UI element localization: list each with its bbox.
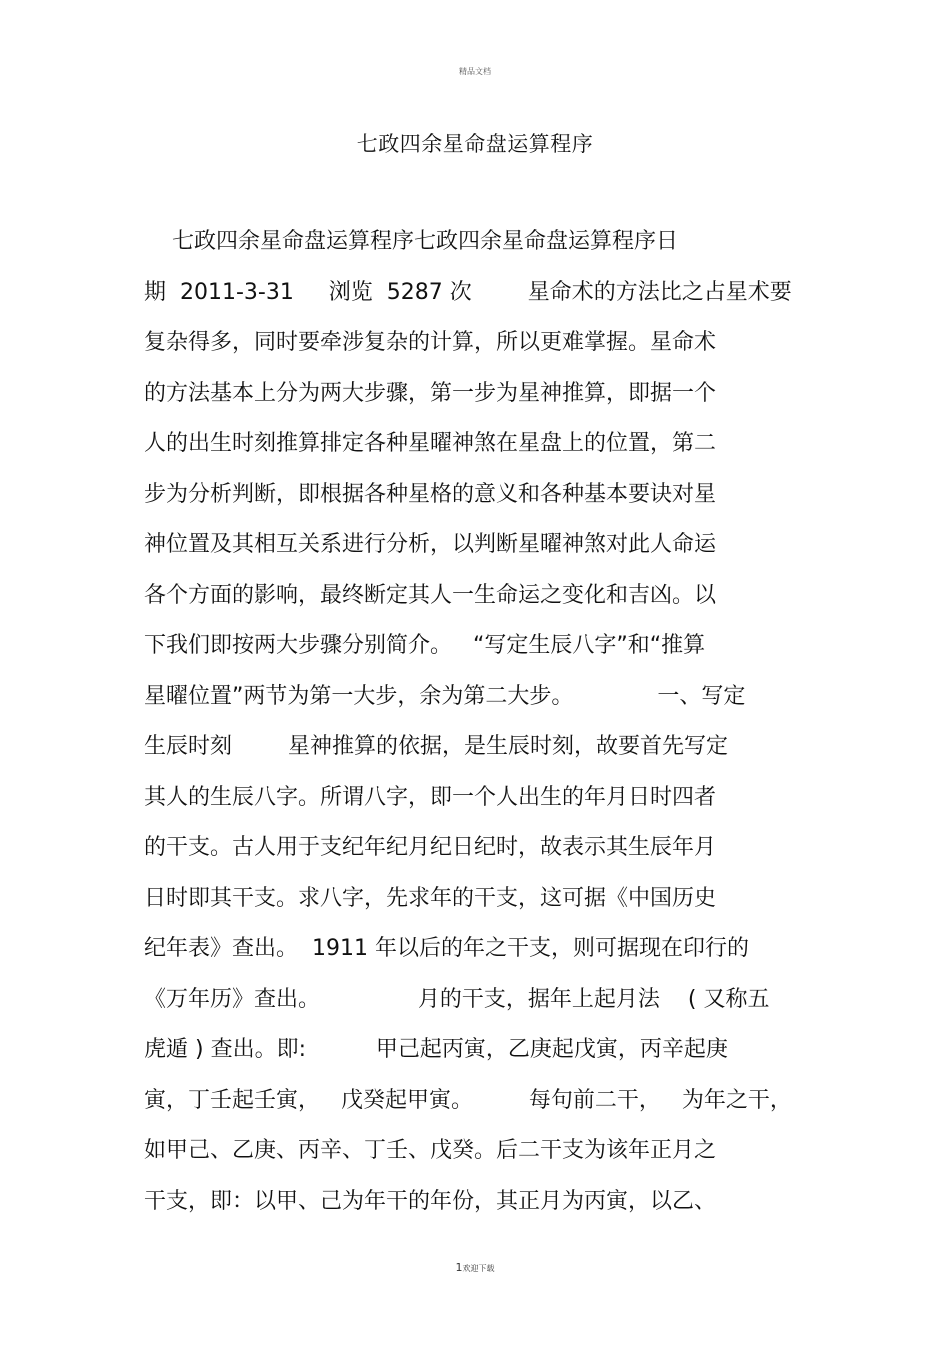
document-title: 七政四余星命盘运算程序 xyxy=(356,132,594,156)
body-line: 星曜位置”两节为第一大步，余为第二大步。 一、写定 xyxy=(144,683,746,709)
body-line: 《万年历》查出。 月的干支，据年上起月法 ( 又称五 xyxy=(144,986,770,1012)
body-line: 其人的生辰八字。所谓八字，即一个人出生的年月日时四者 xyxy=(144,784,717,810)
body-line: 下我们即按两大步骤分别简介。 “写定生辰八字”和“推算 xyxy=(144,633,706,658)
body-line: 干支，即：以甲、己为年干的年份，其正月为丙寅，以乙、 xyxy=(144,1188,717,1214)
body-line: 人的出生时刻推算排定各种星曜神煞在星盘上的位置，第二 xyxy=(144,431,717,456)
header-note: 精品文档 xyxy=(459,67,491,76)
body-line: 如甲己、乙庚、丙辛、丁壬、戊癸。后二干支为该年正月之 xyxy=(144,1138,717,1163)
body-line: 期 2011-3-31 浏览 5287 次 星命术的方法比之占星术要 xyxy=(144,279,792,305)
body-line: 的方法基本上分为两大步骤，第一步为星神推算，即据一个 xyxy=(144,380,717,406)
footer-text: 欢迎下载 xyxy=(462,1264,495,1273)
page-number: 1 xyxy=(455,1261,463,1274)
body-line: 神位置及其相互关系进行分析，以判断星曜神煞对此人命运 xyxy=(144,532,717,557)
body-line: 七政四余星命盘运算程序七政四余星命盘运算程序日 xyxy=(144,229,678,254)
body-line: 各个方面的影响，最终断定其人一生命运之变化和吉凶。以 xyxy=(144,582,717,608)
body-line: 虎遁 ) 查出。即: 甲己起丙寅，乙庚起戊寅，丙辛起庚 xyxy=(144,1037,728,1062)
body-line: 的干支。古人用于支纪年纪月纪日纪时，故表示其生辰年月 xyxy=(144,835,717,860)
document-body xyxy=(144,222,824,1232)
body-line: 纪年表》查出。 1911 年以后的年之干支，则可据现在印行的 xyxy=(144,936,749,961)
body-line: 复杂得多，同时要牵涉复杂的计算，所以更难掌握。星命术 xyxy=(144,330,717,355)
body-line: 寅，丁壬起壬寅， 戊癸起甲寅。 每句前二干， 为年之干， xyxy=(144,1087,792,1113)
page-footer xyxy=(0,1261,950,1274)
body-line: 步为分析判断，即根据各种星格的意义和各种基本要诀对星 xyxy=(144,481,717,507)
body-line: 生辰时刻 星神推算的依据，是生辰时刻，故要首先写定 xyxy=(144,734,728,759)
body-line: 日时即其干支。求八字，先求年的干支，这可据《中国历史 xyxy=(144,885,717,911)
